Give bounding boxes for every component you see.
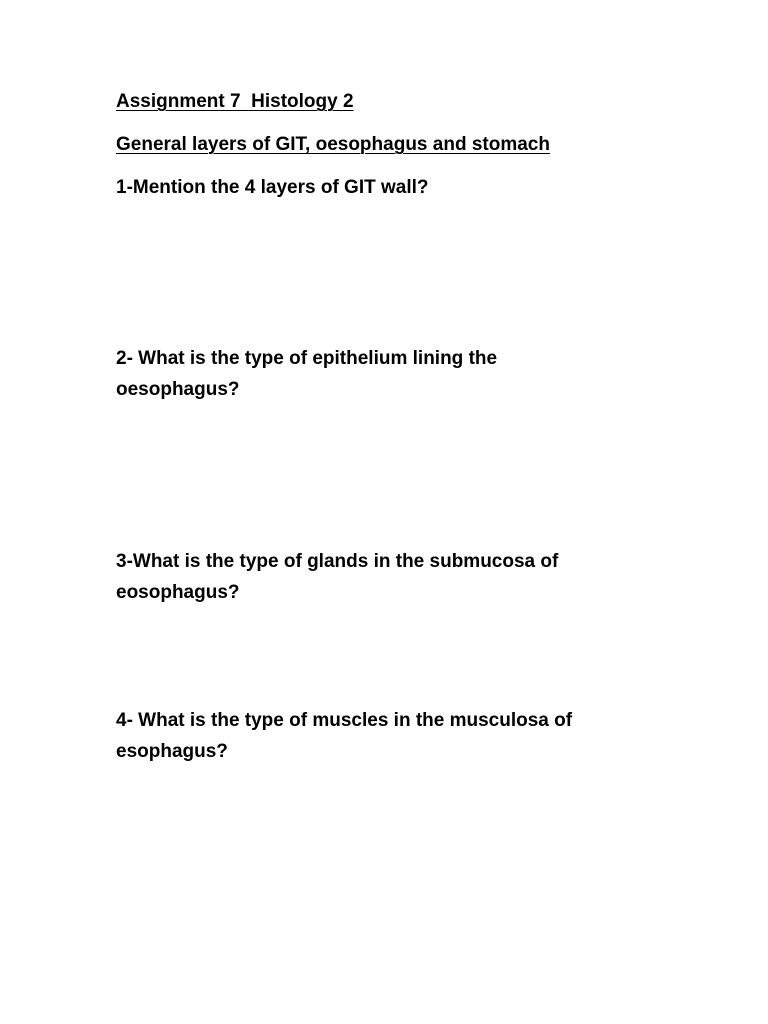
- question-2-line-2: oesophagus?: [116, 379, 240, 400]
- question-2-line-1: 2- What is the type of epithelium lining the: [116, 348, 498, 369]
- assignment-subtitle: General layers of GIT, oesophagus and stomach: [116, 134, 550, 155]
- assignment-title: Assignment 7 Histology 2: [116, 91, 354, 112]
- question-4-line-1: 4- What is the type of muscles in the musculosa of: [116, 710, 573, 731]
- question-3-line-1: 3-What is the type of glands in the submucosa of: [116, 551, 559, 572]
- question-1: 1-Mention the 4 layers of GIT wall?: [116, 177, 429, 198]
- question-4-line-2: esophagus?: [116, 741, 228, 762]
- question-3-line-2: eosophagus?: [116, 582, 240, 603]
